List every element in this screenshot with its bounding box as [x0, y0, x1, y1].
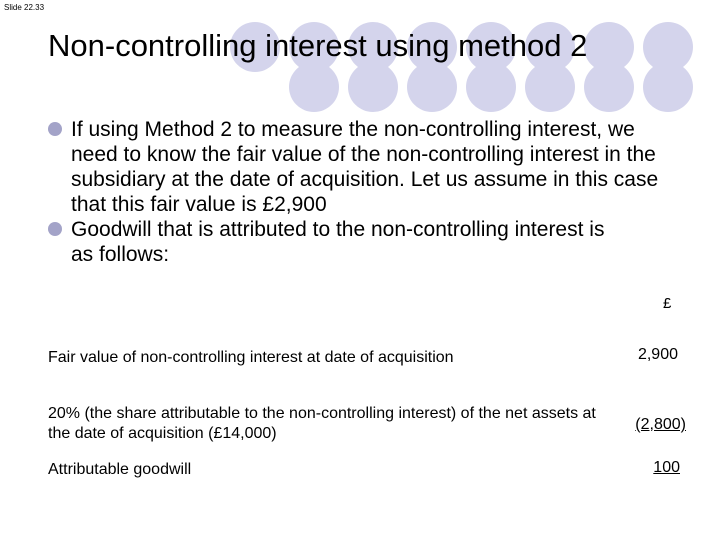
row-label: Attributable goodwill: [48, 461, 192, 478]
row-value: 100: [653, 459, 680, 476]
decor-circle: [643, 62, 693, 112]
decor-circle: [466, 62, 516, 112]
decor-circle: [584, 62, 634, 112]
bullet-dot-icon: [48, 122, 62, 136]
decor-circle: [525, 62, 575, 112]
slide-title: Non-controlling interest using method 2: [48, 28, 588, 63]
bullet-text: If using Method 2 to measure the non-controlling interest, we need to know the fair value of the non-controlling interest in the subsidiary at the date of acquisition. Let us assume in this case that this fair value is £2,900: [71, 118, 659, 216]
bullet-text: Goodwill that is attributed to the non-controlling interest is as follows:: [71, 218, 605, 266]
decor-circle: [348, 62, 398, 112]
bullet-item: [46, 217, 631, 267]
bullet-item: [46, 117, 666, 217]
row-value: (2,800): [635, 416, 686, 433]
row-label: Fair value of non-controlling interest at date of acquisition: [48, 349, 454, 366]
row-label: 20% (the share attributable to the non-controlling interest) of the net assets at the date of acquisition (£14,000): [48, 405, 596, 442]
bullet-list: [46, 117, 666, 267]
bullet-dot-icon: [48, 222, 62, 236]
row-value: 2,900: [637, 346, 678, 363]
slide-number: Slide 22.33: [4, 3, 45, 12]
currency-header: £: [663, 295, 672, 312]
decor-circle: [407, 62, 457, 112]
decor-circle: [289, 62, 339, 112]
